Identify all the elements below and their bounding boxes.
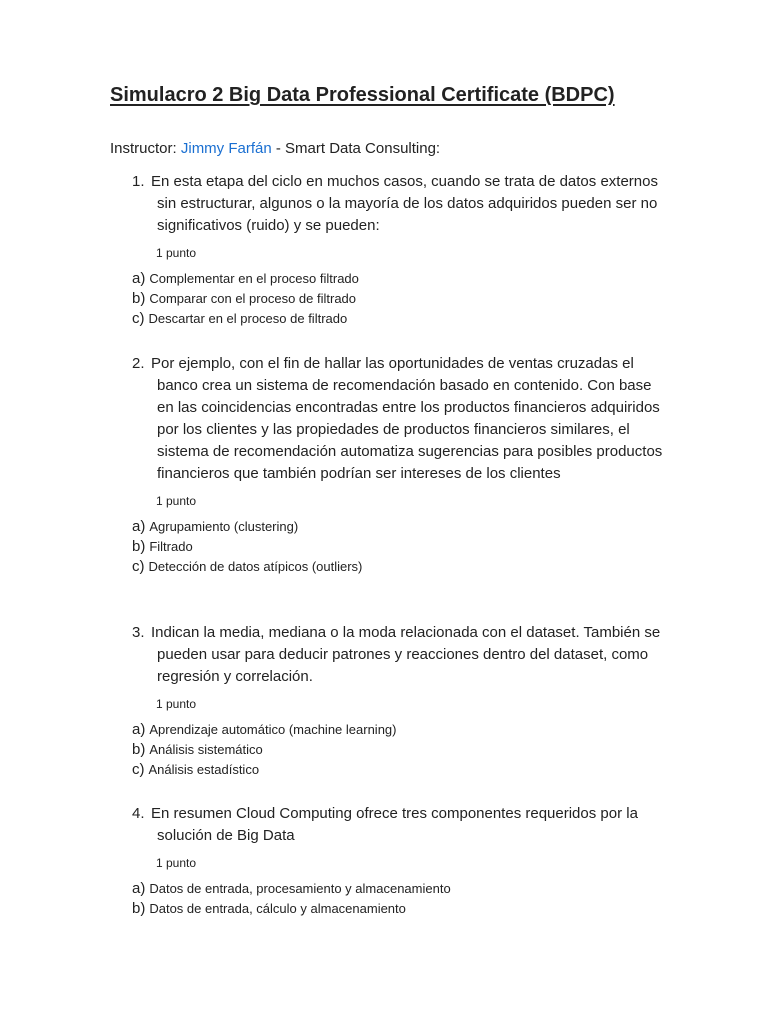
- option-text: Agrupamiento (clustering): [149, 519, 299, 534]
- question-body: Por ejemplo, con el fin de hallar las oportunidades de ventas cruzadas el banco crea un sistema de recomendación basado en contenido. Con base en las coincidencias encontradas entre los productos financieros adquiridos por los clientes y las propiedades de productos financieros similares, el sistema de recomendación automatiza sugerencias para posibles productos financieros que también podrían ser intereses de los clientes: [151, 355, 663, 482]
- question-number: 2.: [132, 355, 145, 372]
- instructor-line: [110, 140, 440, 157]
- question-number: 4.: [132, 805, 145, 822]
- option-text: Detección de datos atípicos (outliers): [148, 559, 363, 574]
- option-b[interactable]: [132, 740, 672, 760]
- options-list: [132, 879, 672, 919]
- question-body: En resumen Cloud Computing ofrece tres componentes requeridos por la solución de Big Data: [151, 805, 638, 844]
- option-letter: c): [132, 558, 145, 575]
- option-text: Análisis sistemático: [149, 742, 263, 757]
- option-b[interactable]: [132, 537, 672, 557]
- option-letter: b): [132, 290, 146, 307]
- question-number: 1.: [132, 173, 145, 190]
- option-letter: c): [132, 310, 145, 327]
- instructor-label: Instructor:: [110, 140, 181, 157]
- option-text: Análisis estadístico: [148, 762, 260, 777]
- option-letter: a): [132, 270, 146, 287]
- options-list: [132, 517, 672, 577]
- option-text: Datos de entrada, cálculo y almacenamiento: [149, 901, 406, 916]
- question-text: [132, 622, 672, 688]
- option-a[interactable]: [132, 269, 672, 289]
- option-c[interactable]: [132, 557, 672, 577]
- option-letter: b): [132, 900, 146, 917]
- question-text: [132, 353, 672, 485]
- instructor-name-link[interactable]: Jimmy Farfán: [180, 140, 272, 157]
- question-text: [132, 803, 672, 847]
- question-number: 3.: [132, 624, 145, 641]
- points-label: 1 punto: [156, 856, 197, 870]
- option-letter: a): [132, 721, 146, 738]
- option-text: Filtrado: [149, 539, 193, 554]
- question-body: En esta etapa del ciclo en muchos casos, cuando se trata de datos externos sin estructurar, algunos o la mayoría de los datos adquiridos pueden ser no significativos (ruido) y se pueden:: [151, 173, 658, 234]
- option-text: Descartar en el proceso de filtrado: [148, 311, 348, 326]
- option-text: Datos de entrada, procesamiento y almacenamiento: [149, 881, 451, 896]
- page-title: Simulacro 2 Big Data Professional Certificate (BDPC): [110, 84, 615, 106]
- question-body: Indican la media, mediana o la moda relacionada con el dataset. También se pueden usar para deducir patrones y reacciones dentro del dataset, como regresión y correlación.: [151, 624, 661, 685]
- option-c[interactable]: [132, 309, 672, 329]
- option-b[interactable]: [132, 289, 672, 309]
- question-3: [132, 622, 672, 780]
- points-label: 1 punto: [156, 697, 197, 711]
- option-letter: b): [132, 741, 146, 758]
- option-a[interactable]: [132, 879, 672, 899]
- instructor-company: - Smart Data Consulting:: [271, 140, 441, 157]
- option-letter: a): [132, 518, 146, 535]
- option-text: Aprendizaje automático (machine learning): [149, 722, 397, 737]
- option-text: Comparar con el proceso de filtrado: [149, 291, 357, 306]
- options-list: [132, 269, 672, 329]
- option-a[interactable]: [132, 720, 672, 740]
- question-text: [132, 171, 672, 237]
- points-label: 1 punto: [156, 246, 197, 260]
- option-letter: c): [132, 761, 145, 778]
- option-letter: b): [132, 538, 146, 555]
- points-label: 1 punto: [156, 494, 197, 508]
- options-list: [132, 720, 672, 780]
- option-letter: a): [132, 880, 146, 897]
- question-1: [132, 171, 672, 329]
- option-b[interactable]: [132, 899, 672, 919]
- option-c[interactable]: [132, 760, 672, 780]
- option-text: Complementar en el proceso filtrado: [149, 271, 359, 286]
- question-2: [132, 353, 672, 577]
- question-4: [132, 803, 672, 919]
- option-a[interactable]: [132, 517, 672, 537]
